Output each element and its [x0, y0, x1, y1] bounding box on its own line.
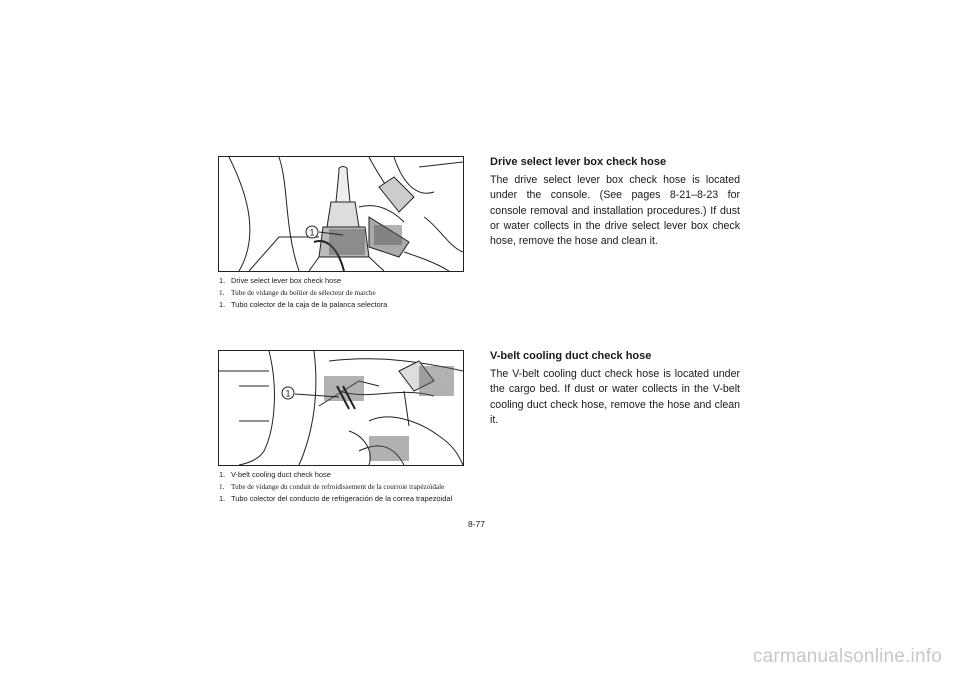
figure-1-caption: [219, 276, 481, 310]
caption-en: 1. Drive select lever box check hose: [219, 276, 342, 285]
section-body: The drive select lever box check hose is located under the console. (See pages 8-21–8-23 for console removal and installation procedures.) If dust or water collects in the drive select lever box check hose, remove the hose and clean it.: [490, 174, 740, 248]
section-drive-select-lever: [490, 155, 740, 249]
figure-2-caption: [219, 470, 481, 504]
section-heading: Drive select lever box check hose: [490, 156, 667, 168]
callout-number: 1: [285, 388, 291, 399]
section-heading: V-belt cooling duct check hose: [490, 350, 652, 362]
page-number: 8-77: [468, 519, 486, 529]
section-v-belt-cooling-duct: [490, 349, 740, 428]
figure-drive-select-lever: [218, 156, 464, 272]
caption-fr: 1. Tube de vidange du conduit de refroidissement de la courroie trapézoïdale: [219, 483, 445, 491]
caption-en: 1. V-belt cooling duct check hose: [219, 470, 331, 479]
caption-fr: 1. Tube de vidange du boîtier de sélecteur de marche: [219, 289, 376, 297]
section-body: The V-belt cooling duct check hose is located under the cargo bed. If dust or water collects in the V-belt cooling duct check hose, remove the hose and clean it.: [490, 368, 740, 426]
watermark: carmanualsonline.info: [752, 646, 942, 667]
caption-es: 1. Tubo colector de la caja de la palanca selectora: [219, 300, 388, 309]
caption-es: 1. Tubo colector del conducto de refrigeración de la correa trapezoidal: [219, 494, 453, 503]
drive-select-lever-illustration: [219, 157, 463, 271]
figure-v-belt-cooling-duct: [218, 350, 464, 466]
v-belt-cooling-duct-illustration: [219, 351, 463, 465]
callout-number: 1: [309, 227, 315, 238]
